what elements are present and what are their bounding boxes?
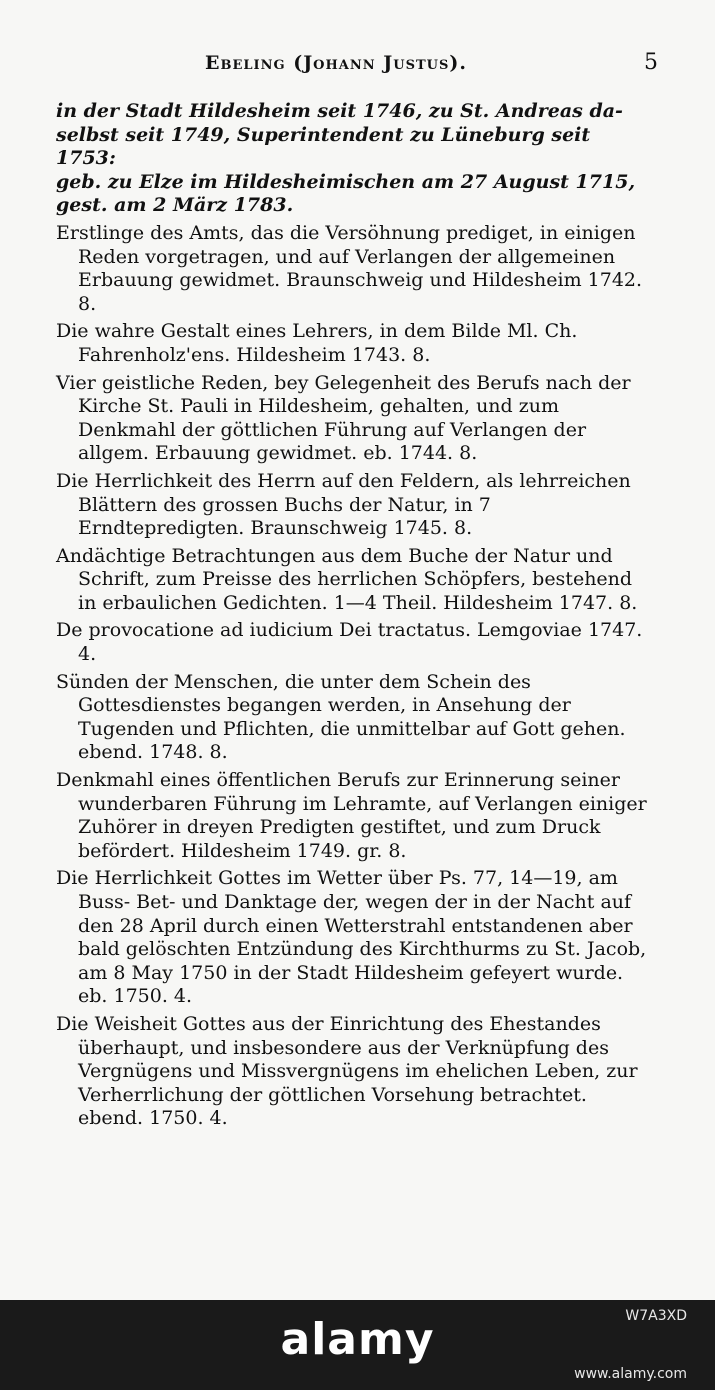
bibliography-body	[56, 100, 656, 1131]
intro-line: gest. am 2 März 1783.	[56, 194, 294, 217]
watermark-url: www.alamy.com	[574, 1366, 687, 1382]
intro-line: in der Stadt Hildesheim seit 1746, zu St. Andreas da-	[56, 100, 623, 122]
running-header	[0, 50, 715, 82]
bibliography-entry: Erstlinge des Amts, das die Versöhnung prediget, in einigen Reden vorgetragen, und auf Verlangen der allgemeinen Erbauung gewidmet. Braunschweig und Hildesheim 1742. 8.	[56, 221, 643, 315]
bibliography-entry: Andächtige Betrachtungen aus dem Buche der Natur und Schrift, zum Preisse des herrlichen Schöpfers, bestehend in erbaulichen Gedichten. 1—4 Theil. Hildesheim 1747. 8.	[56, 544, 638, 614]
bibliography-entry: De provocatione ad iudicium Dei tractatus. Lemgoviae 1747. 4.	[56, 619, 643, 666]
bibliography-entry: Denkmahl eines öffentlichen Berufs zur Erinnerung seiner wunderbaren Führung im Lehramte, auf Verlangen einiger Zuhörer in dreyen Predigten gestiftet, und zum Druck befördert. Hildesheim 1749. gr. 8.	[56, 769, 647, 862]
intro-line: selbst seit 1749, Superintendent zu Lüneburg seit 1753:	[56, 123, 591, 170]
watermark-bar	[0, 1300, 715, 1390]
intro-line: geb. zu Elze im Hildesheimischen am 27 August 1715,	[56, 170, 636, 193]
bibliography-entry: Sünden der Menschen, die unter dem Schein des Gottesdienstes begangen werden, in Ansehung der Tugenden und Pflichten, die unmittelbar auf Gott gehen. ebend. 1748. 8.	[56, 670, 626, 764]
page-number: 5	[644, 50, 658, 75]
image-id: W7A3XD	[625, 1308, 687, 1324]
alamy-logo: alamy	[280, 1314, 435, 1365]
bibliography-entry: Vier geistliche Reden, bey Gelegenheit des Berufs nach der Kirche St. Pauli in Hildesheim, gehalten, und zum Denkmahl der göttlichen Führung auf Verlangen der allgem. Erbauung gewidmet. eb. 1744. 8.	[56, 371, 631, 465]
bibliography-entry: Die wahre Gestalt eines Lehrers, in dem Bilde Ml. Ch. Fahrenholz'ens. Hildesheim 1743. 8.	[56, 320, 578, 366]
bibliography-entry: Die Weisheit Gottes aus der Einrichtung des Ehestandes überhaupt, und insbesondere aus der Verknüpfung des Vergnügens und Missvergnügens im ehelichen Leben, zur Verherrlichung der göttlichen Vorsehung betrachtet. ebend. 1750. 4.	[56, 1012, 638, 1130]
bibliography-entry: Die Herrlichkeit des Herrn auf den Feldern, als lehrreichen Blättern des grossen Buchs der Natur, in 7 Erndtepredigten. Braunschweig 1745. 8.	[56, 469, 631, 540]
bibliography-entry: Die Herrlichkeit Gottes im Wetter über Ps. 77, 14—19, am Buss- Bet- und Danktage der, wegen der in der Nacht auf den 28 April durch einen Wetterstrahl entstandenen aber bald gelöschten Entzündung des Kirchthurms zu St. Jacob, am 8 May 1750 in der Stadt Hildesheim gefeyert wurde. eb. 1750. 4.	[56, 867, 647, 1008]
header-title: Ebeling (Johann Justus).	[205, 52, 467, 74]
biographical-note	[56, 100, 656, 218]
